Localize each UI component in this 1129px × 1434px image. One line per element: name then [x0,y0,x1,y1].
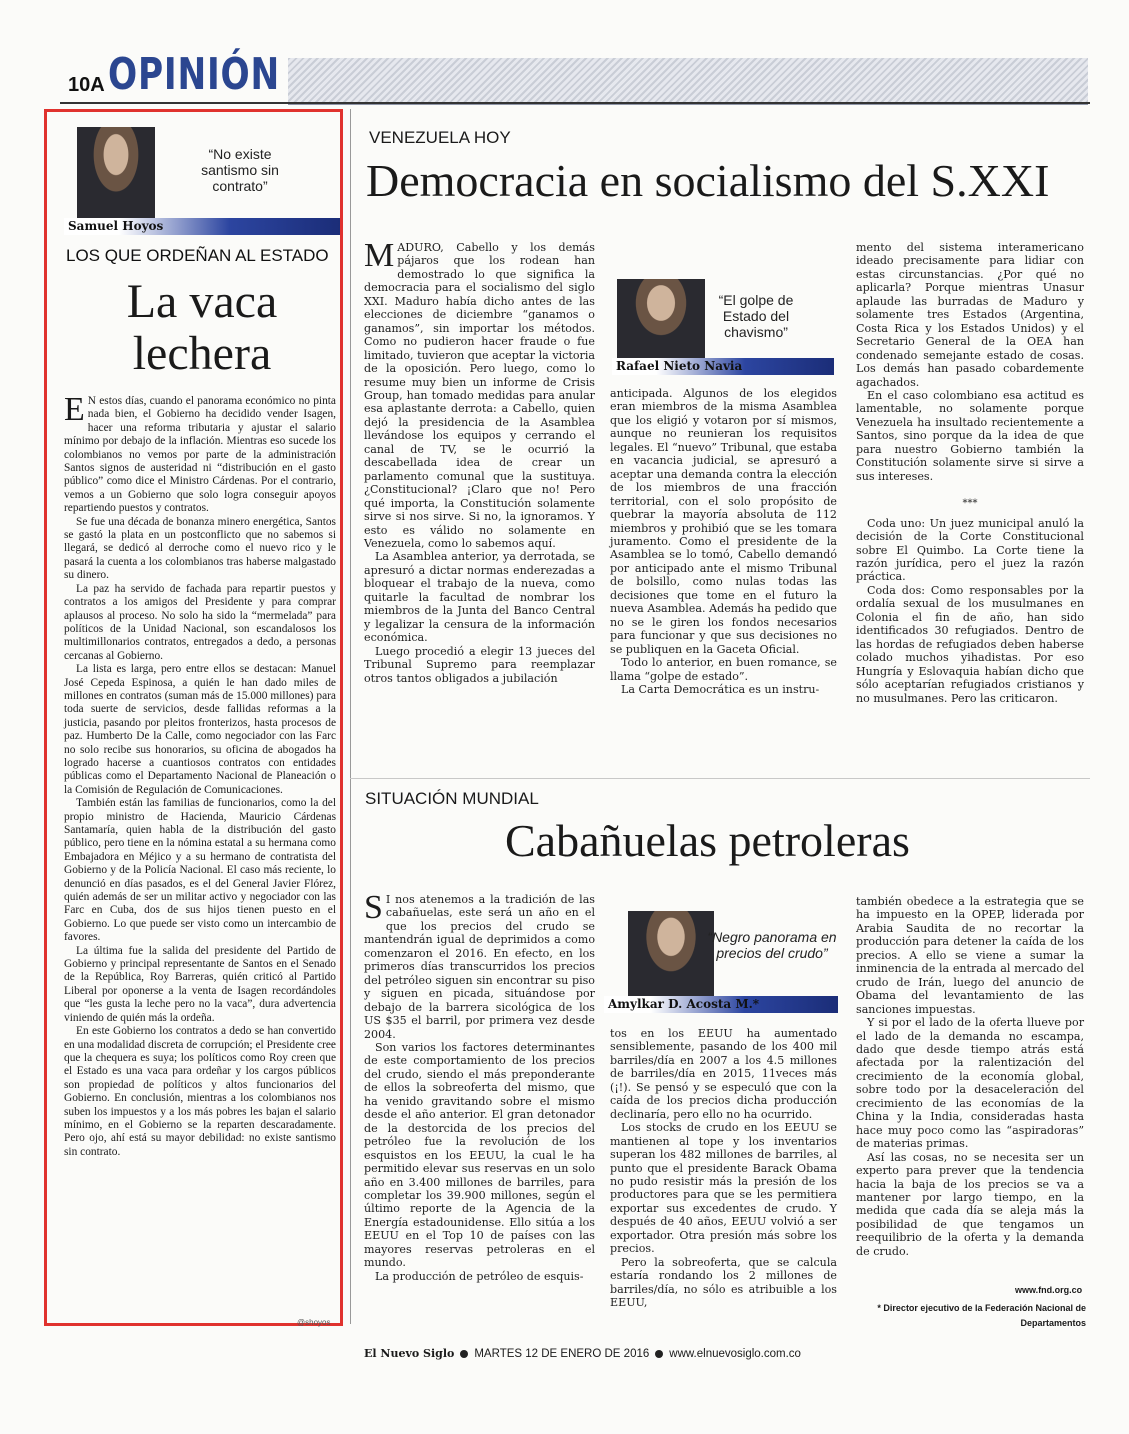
author-name-acosta: Amylkar D. Acosta M.* [604,996,838,1013]
section-title: OPINIÓN [108,49,280,100]
article1-column-1 [364,237,595,685]
header-rule [60,102,1090,104]
paragraph: tos en los EEUU ha aumentado sensiblemente, pasando de los 400 mil barriles/día en 2007 a los 4.5 millones de barriles/día en 2015, 11veces más (¡!). Se pensó y se especuló que con la caída de los precios dicha producción declinaría, pero ello no ha ocurrido. [610,1027,837,1121]
paragraph: Coda dos: Como responsables por la ordalía sexual de los musulmanes en Colonia el fin de año, han sido identificados 30 refugiados. Dentro de las hordas de refugiados deben haberse colado muchos yihadistas. Por eso Hungría y Eslovaquia habían dicho que sólo aceptarían refugiados cristianos y no musulmanes. Pero las criticaron. [856,583,1084,705]
paragraph: La paz ha servido de fachada para repartir puestos y contratos a los amigos del Presidente y para comprar aplausos al proceso. No solo ha sido la “mermelada” para políticos de la Unidad Nacional, son escandalosos los multimillonarios contratos, entregados a dedo, a personas cercanas al Gobierno. [64,582,336,662]
twitter-handle: @shoyos [297,1318,331,1327]
paragraph: mento del sistema interamericano ideado precisamente para lidiar con estas circunstancias. ¿Por qué no aplicarla? Porque mientras Unasur aplaude las burradas de Maduro y solamente tres Estados (Argentina, Costa Rica y los Estados Unidos) y el Secretario General de la OEA han condenado semejante estado de cosas. Los demás han pasado cobardemente agachados. [856,241,1084,389]
kicker-hoyos: LOS QUE ORDEÑAN AL ESTADO [66,246,329,265]
newspaper-brand: El Nuevo Siglo [364,1347,455,1360]
article1-column-2 [610,387,837,696]
paragraph: Así las cosas, no se necesita ser un experto para prever que la tendencia hacia la baja de los precios se va a mantener por largo tiempo, en la medida que cada día se aleja más la posibilidad de que tengamos un reequilibrio de la oferta y la demanda de crudo. [856,1150,1084,1258]
article2-column-3 [856,895,1084,1258]
paragraph: La última fue la salida del presidente del Partido de Gobierno y principal representante de Santos en el Senado de la República, Roy Barreras, quién criticó al Partido Liberal por oponerse a la venta de Isagen recordándoles que “les gusta la leche pero no la vaca”, dura advertencia viniendo de quién más la ordeña. [64,944,336,1024]
paragraph: Todo lo anterior, en buen romance, se llama “golpe de estado”. [610,656,837,683]
article1-column-3 [856,241,1084,705]
author-photo-hoyos [77,127,155,219]
section-separator: *** [962,498,978,510]
kicker-situacion-mundial: SITUACIÓN MUNDIAL [365,789,539,808]
paragraph: también obedece a la estrategia que se ha impuesto en la OPEP, liderada por Arabia Saudita de no recortar la producción para detener la caída de los precios. A ello se viene a sumar la inminencia de la entrada al mercado del crudo de Irán, luego del anuncio de Obama del levantamiento de las sanciones impuestas. [856,895,1084,1016]
paragraph: Y si por el lado de la oferta llueve por el lado de la demanda no escampa, dado que desde tiempo atrás está afectada por la ralentización del crecimiento de la economía global, sobre todo por la desaceleración del crecimiento de las economías de la China y la India, consideradas hasta hace muy poco como las “aspiradoras” de materias primas. [856,1016,1084,1151]
dropcap: M [364,237,395,274]
paragraph: Son varios los factores determinantes de este comportamiento de los precios del crudo, siendo el más preponderante de ellos la sobreoferta del mismo, que ha venido gravitando sobre el mismo desde el año anterior. El gran detonador de la destorcida de los precios del petróleo fue la revolución de los esquistos en los EEUU, la cual le ha permitido elevar sus reservas en un solo año en 3.400 millones de barriles, para completar los 39.900 millones, según el último reporte de la Agencia de la Energía estadounidense. Ello sitúa a los EEUU en el Top 10 de países con las mayores reservas petroleras en el mundo. [364,1040,595,1270]
paragraph: La producción de petróleo de esquis- [375,1269,584,1283]
dropcap: S [364,889,383,926]
paragraph: Coda uno: Un juez municipal anuló la decisión de la Corte Constitucional sobre El Quimbo. La Corte tiene la razón jurídica, pero el juez la razón práctica. [856,516,1084,584]
section-rule [350,778,1090,779]
headline-la-vaca-lechera: La vaca lechera [126,275,278,380]
author-photo-acosta [628,911,714,997]
page-number: 10A [68,74,105,96]
paragraph: Se fue una década de bonanza minero energética, Santos se gastó la plata en un postconflicto que no sabemos si llegará, se dedicó al derroche como el nuevo rico y le pasará la cuenta a los colombianos tras haberse malgastado su dinero. [64,515,336,582]
paragraph: También están las familias de funcionarios, como la del propio ministro de Hacienda, Mauricio Cárdenas Santamaría, quien habla de la distribución del gasto público, pero tiene en la nómina estatal a su hermana como Embajadora en Méjico y a su hermano de contratista del Gobierno y de la Policía Nacional. El caso más reciente, lo denunció en días pasados, es el del General Javier Flórez, quién además de ser un militar activo y negociador con las Farc en Cuba, dos de sus hijos tienen puesto en el Gobierno. Lo que puede ser visto como un intercambio de favores. [64,797,336,944]
source-link[interactable]: www.fnd.org.co [1015,1285,1083,1295]
paragraph: La Asamblea anterior, ya derrotada, se apresuró a dictar normas enderezadas a bloquear el trabajo de la nueva, como quitarle la facultad de nombrar los miembros de la Junta del Banco Central y legalizar la censura de la información económica. [364,550,595,645]
paragraph: En el caso colombiano esa actitud es lamentable, no solamente porque Venezuela ha insultado recientemente a Santos, sino porque da la idea de que para nuestro Gobierno también la Constitución solamente sirve si sirve a sus intereses. [856,388,1084,483]
article2-column-2 [610,1027,837,1310]
author-name-hoyos: Samuel Hoyos [64,218,340,235]
paragraph: MADURO, Cabello y los demás pájaros que los rodean han demostrado lo que significa la democracia para el socialismo del siglo XXI. Maduro había dicho antes de las elecciones de diciembre “ganamos o ganamos”, sin importar los métodos. Como no pudieron hacer fraude o fue limitado, tuvieron que aceptar la victoria de la oposición. Pero luego, como lo resume muy bien un informe de Crisis Group, han tomado medidas para anular esa aplastante derrota: a Cabello, quien dejó la presidencia de la Asamblea llevándose los equipos y cerrando el canal de TV, se le ocurrió la descabellada idea de crear un parlamento comunal que la sustituya. ¿Constitucional? ¡Claro que no! Pero qué importa, la Constitución solamente sirve si nos sirve. Si no, la ignoramos. Y esto es válido no solamente en Venezuela, como lo sabemos aquí. [364,237,595,550]
column-divider [350,109,351,1324]
paragraph: La lista es larga, pero entre ellos se destacan: Manuel José Cepeda Espinosa, a quién le han dado miles de millones en contratos (suman más de 15.000 millones) para toda suerte de servicios, desde fallidas reformas a la justicia, pasando por pleitos fronterizos, hasta procesos de paz. Humberto De la Calle, como negociador con las Farc no solo recibe sus honorarios, su oficina de abogados ha logrado hacerse a cuantiosos contratos con entidades públicas como el Departamento Nacional de Planeación o la Comisión de Regulación de Comunicaciones. [64,663,336,796]
kicker-venezuela: VENEZUELA HOY [369,128,511,147]
article-body-hoyos [64,391,336,1159]
dropcap: E [64,391,85,428]
pull-quote-acosta: “Negro panorama en precios del crudo” [707,929,837,961]
page-footer [364,1347,801,1360]
paragraph: Luego procedió a elegir 13 jueces del Tribunal Supremo para reemplazar otros tantos obligados a jubilación [364,644,595,685]
paragraph: Pero la sobreoferta, que se calcula estaría rondando los 2 millones de barriles/día, no sólo es atribuible a los EEUU, [610,1255,837,1310]
author-photo-nieto [617,279,705,359]
paragraph: anticipada. Algunos de los elegidos eran miembros de la misma Asamblea que los eligió y votaron por sí mismos, aunque no reunieran los requisitos legales. El “nuevo” Tribunal, que estaba en vacancia judicial, se apresuró a aceptar una demanda contra la elección de los miembros de una fracción territorial, con el solo propósito de quebrar la mayoría absoluta de 112 miembros y prohibió que se les tomara juramento. Como el presidente de la Asamblea se lo tomó, Cabello demandó por anticipado ante el mismo Tribunal de bolsillo, como nulas todas las decisiones que tome en el futuro la nueva Asamblea. Además ha pedido que no se le giren los fondos necesarios para funcionar y que sus decisiones no se publiquen en la Gaceta Oficial. [610,387,837,656]
bullet-icon [655,1350,663,1358]
footer-url[interactable]: www.elnuevosiglo.com.co [669,1348,801,1360]
author-name-nieto: Rafael Nieto Navia [612,358,834,375]
pull-quote-hoyos: “No existe santismo sin contrato” [201,146,279,194]
header-texture [288,58,1088,105]
paragraph: E N estos días, cuando el panorama económico no pinta nada bien, el Gobierno ha decidido vender Isagen, hacer una reforma tributaria y ajustar el salario mínimo por debajo de la inflación. Mientras eso sucede los colombianos no vemos por parte de la administración Santos signos de austeridad ni “distribución en el gasto público” como dice el Ministro Cárdenas. Por el contrario, vemos a un Gobierno que solo logra conseguir apoyos repartiendo puestos y contratos. [64,391,336,515]
author-footnote: * Director ejecutivo de la Federación Nacional de Departamentos [877,1303,1086,1328]
paragraph: En este Gobierno los contratos a dedo se han convertido en una modalidad discreta de corrupción; el Presidente cree que la chequera es suya; los políticos como Roy creen que el Estado es una vaca para ordeñar y los cargos públicos son propiedad de políticos y altos funcionarios del Gobierno. En conclusión, mientras a los colombianos nos suben los impuestos y a los más pobres les bajan el salario mínimo, en el Gobierno se la reparten descaradamente. Pero ojo, ahí está su mayor debilidad: no existe santismo sin contrato. [64,1025,336,1158]
bullet-icon [460,1350,468,1358]
paragraph: La Carta Democrática es un instru- [621,682,820,696]
headline-cabanuelas: Cabañuelas petroleras [505,815,910,866]
paragraph: S I nos atenemos a la tradición de las cabañuelas, este será un año en el que los precios del crudo se mantendrán igual de deprimidos a como comenzaron el 2016. En efecto, en los primeros días transcurridos los precios del petróleo siguen sin encontrar su piso y siguen en picada, situándose por debajo de la barrera sicológica de los US $35 el barril, por primera vez desde 2004. [364,889,595,1041]
paragraph: Los stocks de crudo en los EEUU se mantienen al tope y los inventarios superan los 482 millones de barriles, al punto que el presidente Barack Obama no pudo resistir más la presión de los productores para que se les permitiera exportar sus excedentes de crudo. Y después de 40 años, EEUU volvió a ser exportador. Otra presión más sobre los precios. [610,1121,837,1256]
footer-date: MARTES 12 DE ENERO DE 2016 [474,1348,650,1360]
pull-quote-nieto: “El golpe de Estado del chavismo” [718,292,794,340]
article2-column-1 [364,889,595,1283]
headline-democracia: Democracia en socialismo del S.XXI [366,155,1050,206]
